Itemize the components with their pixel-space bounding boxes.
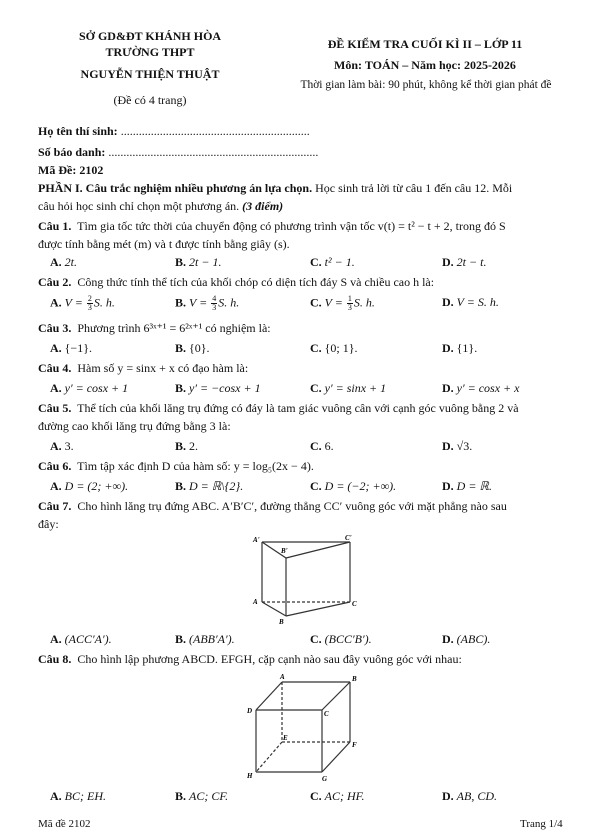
q3-option-b[interactable]: B. {0}. bbox=[175, 341, 210, 355]
q3-option-d[interactable]: D. {1}. bbox=[442, 341, 478, 355]
student-id-label: Số báo danh: bbox=[38, 145, 109, 159]
exam-title: ĐỀ KIỂM TRA CUỐI KÌ II – LỚP 11 bbox=[327, 37, 523, 51]
question-7-text: Cho hình lăng trụ đứng ABC. A′B′C′, đường thẳng CC′ vuông góc với mặt phẳng nào sau bbox=[77, 499, 507, 513]
label-f: F bbox=[352, 741, 357, 749]
question-2-label: Câu 2. bbox=[38, 275, 72, 289]
question-3 bbox=[38, 321, 271, 336]
q6-option-a[interactable]: A. D = (2; +∞). bbox=[50, 479, 129, 493]
question-3-label: Câu 3. bbox=[38, 321, 72, 335]
q6-option-b[interactable]: B. D = ℝ\{2}. bbox=[175, 479, 244, 493]
label-c: C bbox=[352, 600, 357, 608]
footer-exam-code: Mã đề 2102 bbox=[38, 818, 91, 830]
subject-line: Môn: TOÁN – Năm học: 2025-2026 bbox=[334, 58, 516, 72]
q4-option-d[interactable]: D. y′ = cosx + x bbox=[442, 381, 520, 395]
q6-option-c[interactable]: C. D = (−2; +∞). bbox=[310, 479, 397, 493]
school-line-1: TRƯỜNG THPT bbox=[105, 45, 195, 59]
q2-option-d[interactable]: D. V = S. h. bbox=[442, 295, 499, 309]
q2-option-b[interactable]: B. V = $\frac{4}{3}$ S. h. bbox=[175, 294, 240, 312]
part1-line-1 bbox=[38, 181, 512, 196]
q1-option-b[interactable]: B. 2t − 1. bbox=[175, 255, 222, 269]
footer-page-number: Trang 1/4 bbox=[520, 818, 563, 830]
label-e: E bbox=[283, 734, 288, 742]
q3-option-c[interactable]: C. {0; 1}. bbox=[310, 341, 358, 355]
question-5-text: Thể tích của khối lăng trụ đứng có đáy là tam giác vuông cân với cạnh góc vuông bằng 2 và bbox=[77, 401, 519, 415]
label-d: D bbox=[247, 707, 253, 715]
q4-option-c[interactable]: C. y′ = sinx + 1 bbox=[310, 381, 387, 395]
question-1-text: Tìm gia tốc tức thời của chuyển động có phương trình vận tốc v(t) = t² − t + 2, trong đó S bbox=[77, 219, 506, 233]
question-8 bbox=[38, 652, 462, 667]
q7-option-b[interactable]: B. (ABB′A′). bbox=[175, 632, 235, 646]
q7-option-d[interactable]: D. (ABC). bbox=[442, 632, 491, 646]
q8-option-c[interactable]: C. AC; HF. bbox=[310, 789, 365, 803]
question-5-label: Câu 5. bbox=[38, 401, 72, 415]
student-name-row bbox=[38, 124, 310, 139]
question-6-text: Tìm tập xác định D của hàm số: y = log₅(2x − 4). bbox=[77, 459, 314, 473]
school-line-2: NGUYỄN THIỆN THUẬT bbox=[80, 67, 220, 81]
cube-figure bbox=[242, 672, 366, 784]
pages-note: (Đề có 4 trang) bbox=[113, 93, 187, 107]
q8-option-a[interactable]: A. BC; EH. bbox=[50, 789, 106, 803]
q8-option-d[interactable]: D. AB, CD. bbox=[442, 789, 498, 803]
label-a: A bbox=[280, 673, 285, 681]
question-6-label: Câu 6. bbox=[38, 459, 72, 473]
part1-points: (3 điểm) bbox=[242, 199, 284, 213]
question-4-label: Câu 4. bbox=[38, 361, 72, 375]
q7-option-a[interactable]: A. (ACC′A′). bbox=[50, 632, 112, 646]
question-7-text-2: đây: bbox=[38, 517, 59, 531]
label-b-prime: B' bbox=[281, 547, 288, 555]
label-c-prime: C' bbox=[345, 534, 352, 542]
question-1 bbox=[38, 219, 506, 234]
label-h: H bbox=[247, 772, 253, 780]
q6-option-d[interactable]: D. D = ℝ. bbox=[442, 479, 492, 493]
question-1-label: Câu 1. bbox=[38, 219, 72, 233]
question-5-text-2: đường cao khối lăng trụ đứng bằng 3 là: bbox=[38, 419, 231, 433]
q2-option-c[interactable]: C. V = $\frac{1}{3}$ S. h. bbox=[310, 294, 375, 312]
q5-option-b[interactable]: B. 2. bbox=[175, 439, 199, 453]
q4-option-b[interactable]: B. y′ = −cosx + 1 bbox=[175, 381, 261, 395]
prism-figure bbox=[250, 534, 360, 626]
part1-desc-2: câu hỏi học sinh chỉ chọn một phương án. bbox=[38, 199, 243, 213]
question-8-label: Câu 8. bbox=[38, 652, 72, 666]
q5-option-d[interactable]: D. √3. bbox=[442, 439, 473, 453]
question-6 bbox=[38, 459, 314, 474]
label-a: A bbox=[253, 598, 258, 606]
q5-option-c[interactable]: C. 6. bbox=[310, 439, 334, 453]
student-name-dots: ............................................................... bbox=[120, 124, 310, 138]
q1-option-a[interactable]: A. 2t. bbox=[50, 255, 78, 269]
q4-option-a[interactable]: A. y′ = cosx + 1 bbox=[50, 381, 129, 395]
q1-option-c[interactable]: C. t² − 1. bbox=[310, 255, 355, 269]
question-7 bbox=[38, 499, 507, 514]
question-3-text: Phương trình 6³ˣ⁺¹ = 6²ˣ⁺¹ có nghiệm là: bbox=[77, 321, 271, 335]
part1-line-2 bbox=[38, 199, 283, 214]
question-8-text: Cho hình lập phương ABCD. EFGH, cặp cạnh nào sau đây vuông góc với nhau: bbox=[77, 652, 462, 666]
student-id-dots: ...................................................................... bbox=[108, 145, 319, 159]
label-g: G bbox=[322, 775, 328, 783]
question-7-label: Câu 7. bbox=[38, 499, 72, 513]
exam-code: Mã Đề: 2102 bbox=[38, 163, 104, 177]
department-name: SỞ GD&ĐT KHÁNH HÒA bbox=[78, 29, 222, 43]
label-a-prime: A' bbox=[253, 536, 260, 544]
q1-option-d[interactable]: D. 2t − t. bbox=[442, 255, 487, 269]
question-1-text-2: được tính bằng mét (m) và t được tính bằng giây (s). bbox=[38, 237, 290, 251]
question-2-text: Công thức tính thể tích của khối chóp có diện tích đáy S và chiều cao h là: bbox=[77, 275, 435, 289]
label-b: B bbox=[352, 675, 357, 683]
student-id-row bbox=[38, 145, 318, 160]
q5-option-a[interactable]: A. 3. bbox=[50, 439, 74, 453]
label-b: B bbox=[279, 618, 284, 626]
question-4 bbox=[38, 361, 248, 376]
time-line: Thời gian làm bài: 90 phút, không kể thời gian phát đề bbox=[300, 79, 552, 91]
q8-option-b[interactable]: B. AC; CF. bbox=[175, 789, 229, 803]
q2-option-a[interactable]: A. V = $\frac{2}{3}$ S. h. bbox=[50, 294, 115, 312]
q7-option-c[interactable]: C. (BCC′B′). bbox=[310, 632, 372, 646]
question-4-text: Hàm số y = sinx + x có đạo hàm là: bbox=[77, 361, 249, 375]
question-2 bbox=[38, 275, 434, 290]
question-5 bbox=[38, 401, 519, 416]
student-name-label: Họ tên thí sinh: bbox=[38, 124, 121, 138]
label-c: C bbox=[324, 710, 329, 718]
part1-desc-1: Học sinh trả lời từ câu 1 đến câu 12. Mỗi bbox=[312, 181, 513, 195]
part1-title: PHẦN I. Câu trắc nghiệm nhiều phương án lựa chọn. bbox=[38, 181, 313, 195]
q3-option-a[interactable]: A. {−1}. bbox=[50, 341, 92, 355]
